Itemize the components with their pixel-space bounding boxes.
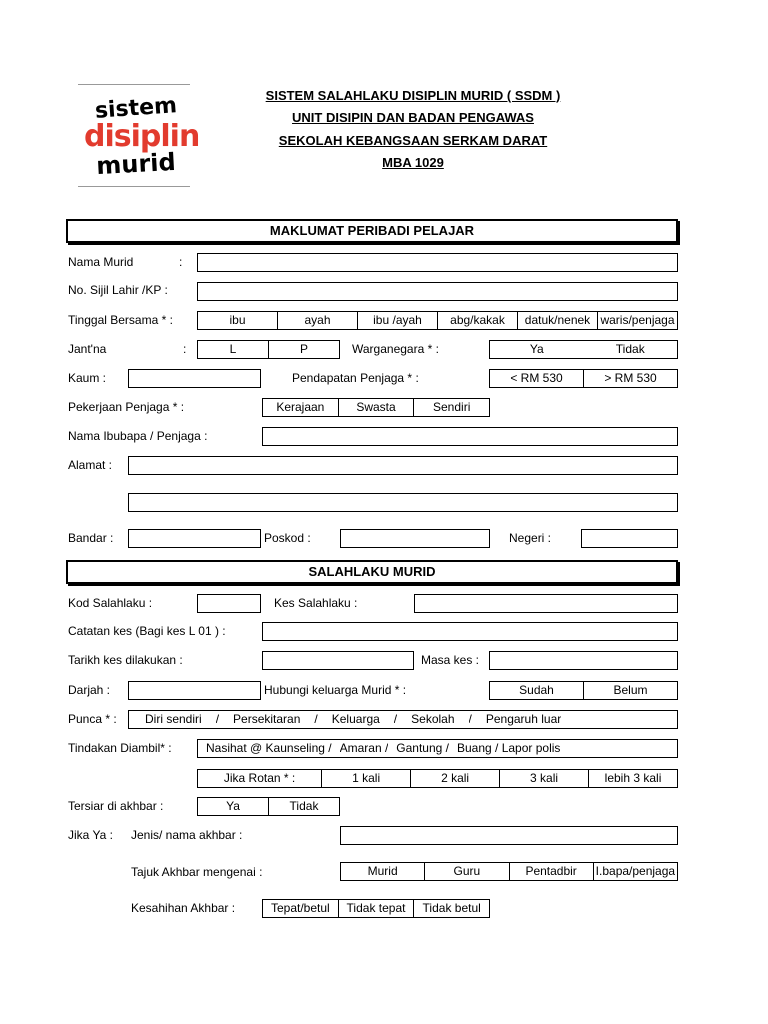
label-darjah: Darjah :: [68, 683, 111, 697]
pekerjaan-option-kerajaan[interactable]: Kerajaan: [276, 400, 325, 414]
label-warganegara: Warganegara * :: [352, 342, 439, 356]
logo-bottom-rule: [78, 186, 190, 187]
label-catatan: Catatan kes (Bagi kes L 01 ) :: [68, 624, 226, 638]
label-alamat: Alamat :: [68, 458, 113, 472]
pekerjaan-option-sendiri[interactable]: Sendiri: [413, 399, 489, 416]
tinggal-option-datuk-nenek[interactable]: datuk/nenek: [517, 312, 597, 329]
section-salahlaku-title: SALAHLAKU MURID: [66, 560, 678, 584]
logo-murid: murid: [95, 147, 177, 181]
warganegara-options: [489, 340, 678, 359]
kaum-input[interactable]: [128, 369, 261, 388]
punca-separator: /: [314, 712, 318, 726]
jantina-options: [197, 340, 340, 359]
punca-option-sekolah[interactable]: Sekolah: [411, 712, 455, 726]
tindakan-option-gantung[interactable]: Gantung /: [396, 741, 449, 755]
kes-salahlaku-input[interactable]: [414, 594, 678, 613]
rotan-label: Jika Rotan * :: [223, 771, 296, 785]
label-sijil: No. Sijil Lahir /KP :: [68, 283, 168, 297]
label-nama-murid: Nama Murid: [68, 255, 134, 269]
kesahihan-option-tidak-betul[interactable]: Tidak betul: [413, 900, 489, 917]
masa-input[interactable]: [489, 651, 678, 670]
bandar-input[interactable]: [128, 529, 261, 548]
tersiar-option-ya[interactable]: Ya: [226, 799, 240, 813]
warganegara-option-tidak[interactable]: Tidak: [615, 342, 645, 356]
punca-separator: /: [215, 712, 220, 726]
rotan-option-2[interactable]: 2 kali: [410, 770, 499, 787]
poskod-input[interactable]: [340, 529, 490, 548]
tinggal-option-abg-kakak[interactable]: abg/kakak: [437, 312, 517, 329]
kod-salahlaku-input[interactable]: [197, 594, 261, 613]
label-tajuk: Tajuk Akhbar mengenai :: [131, 865, 263, 879]
sijil-input[interactable]: [197, 282, 678, 301]
label-jantina: Jant'na: [68, 342, 107, 356]
label-tarikh: Tarikh kes dilakukan :: [68, 653, 183, 667]
catatan-input[interactable]: [262, 622, 678, 641]
label-pendapatan: Pendapatan Penjaga * :: [292, 371, 419, 385]
pendapatan-options: [489, 369, 678, 388]
label-kod-salahlaku: Kod Salahlaku :: [68, 596, 153, 610]
alamat-input-1[interactable]: [128, 456, 678, 475]
header-title-4: MBA 1029: [382, 155, 444, 170]
tersiar-options: [197, 797, 340, 816]
logo-top-rule: [78, 84, 190, 85]
tinggal-options: [197, 311, 678, 330]
pendapatan-option-bawah[interactable]: < RM 530: [510, 371, 563, 385]
label-poskod: Poskod :: [264, 531, 311, 545]
header-title-3: SEKOLAH KEBANGSAAN SERKAM DARAT: [278, 133, 548, 148]
warganegara-option-ya[interactable]: Ya: [529, 342, 544, 356]
jenis-akhbar-input[interactable]: [340, 826, 678, 845]
label-kesahihan: Kesahihan Akhbar :: [131, 901, 236, 915]
label-tersiar: Tersiar di akhbar :: [68, 799, 164, 813]
nama-murid-input[interactable]: [197, 253, 678, 272]
logo-sistem: sistem: [94, 93, 178, 124]
label-kes-salahlaku: Kes Salahlaku :: [274, 596, 358, 610]
label-nama-ibubapa: Nama Ibubapa / Penjaga :: [68, 429, 208, 443]
tajuk-options: [340, 862, 678, 881]
rotan-option-3[interactable]: 3 kali: [499, 770, 588, 787]
tinggal-option-ayah[interactable]: ayah: [277, 312, 357, 329]
label-negeri: Negeri :: [509, 531, 552, 545]
pekerjaan-options: [262, 398, 490, 417]
jantina-option-p[interactable]: P: [268, 341, 339, 358]
hubungi-option-sudah[interactable]: Sudah: [519, 683, 554, 697]
colon-nama-murid: :: [179, 255, 183, 269]
rotan-option-1[interactable]: 1 kali: [321, 770, 410, 787]
tinggal-option-ibu[interactable]: ibu: [229, 313, 246, 327]
hubungi-option-belum[interactable]: Belum: [583, 682, 677, 699]
section-peribadi-title: MAKLUMAT PERIBADI PELAJAR: [66, 219, 678, 243]
pekerjaan-option-swasta[interactable]: Swasta: [338, 399, 414, 416]
punca-option-keluarga[interactable]: Keluarga: [331, 712, 380, 726]
jantina-option-l[interactable]: L: [229, 342, 237, 356]
label-bandar: Bandar :: [68, 531, 114, 545]
hubungi-options: [489, 681, 678, 700]
punca-separator: /: [468, 712, 472, 726]
label-punca: Punca * :: [68, 712, 117, 726]
punca-option-pengaruh-luar[interactable]: Pengaruh luar: [485, 712, 562, 726]
tinggal-option-waris-penjaga[interactable]: waris/penjaga: [597, 312, 677, 329]
darjah-input[interactable]: [128, 681, 261, 700]
rotan-option-lebih-3[interactable]: lebih 3 kali: [588, 770, 677, 787]
label-jika-ya: Jika Ya :: [68, 828, 113, 842]
tindakan-option-nasihat[interactable]: Nasihat @ Kaunseling /: [206, 741, 332, 755]
nama-ibubapa-input[interactable]: [262, 427, 678, 446]
label-tindakan: Tindakan Diambil* :: [68, 741, 172, 755]
tersiar-option-tidak[interactable]: Tidak: [268, 798, 339, 815]
kesahihan-option-tidak-tepat[interactable]: Tidak tepat: [338, 900, 414, 917]
colon-jantina: :: [183, 342, 187, 356]
header-title-1: SISTEM SALAHLAKU DISIPLIN MURID ( SSDM ): [265, 88, 561, 103]
punca-option-persekitaran[interactable]: Persekitaran: [233, 712, 301, 726]
header-title-2: UNIT DISIPIN DAN BADAN PENGAWAS: [292, 110, 534, 125]
punca-options: [128, 710, 678, 729]
tajuk-option-ibubapa[interactable]: I.bapa/penjaga: [593, 863, 677, 880]
tindakan-options: [197, 739, 678, 758]
punca-separator: /: [393, 712, 398, 726]
kesahihan-options: [262, 899, 490, 918]
rotan-options: [197, 769, 678, 788]
tindakan-option-buang-lapor[interactable]: Buang / Lapor polis: [457, 741, 561, 755]
pendapatan-option-atas[interactable]: > RM 530: [583, 370, 677, 387]
tinggal-option-ibu-ayah[interactable]: ibu /ayah: [357, 312, 437, 329]
kesahihan-option-tepat[interactable]: Tepat/betul: [270, 901, 330, 915]
tajuk-option-murid[interactable]: Murid: [367, 864, 398, 878]
label-jenis-akhbar: Jenis/ nama akhbar :: [131, 828, 243, 842]
tajuk-option-guru[interactable]: Guru: [424, 863, 508, 880]
punca-option-diri-sendiri[interactable]: Diri sendiri: [145, 712, 202, 726]
negeri-input[interactable]: [581, 529, 678, 548]
label-pekerjaan: Pekerjaan Penjaga * :: [68, 400, 185, 414]
label-kaum: Kaum :: [68, 371, 107, 385]
tajuk-option-pentadbir[interactable]: Pentadbir: [509, 863, 593, 880]
alamat-input-2[interactable]: [128, 493, 678, 512]
label-tinggal: Tinggal Bersama * :: [68, 313, 173, 327]
label-masa: Masa kes :: [421, 653, 480, 667]
label-hubungi: Hubungi keluarga Murid * :: [264, 683, 407, 697]
tarikh-input[interactable]: [262, 651, 414, 670]
tindakan-option-amaran[interactable]: Amaran /: [339, 741, 389, 755]
logo-disiplin: disiplin: [84, 119, 200, 154]
